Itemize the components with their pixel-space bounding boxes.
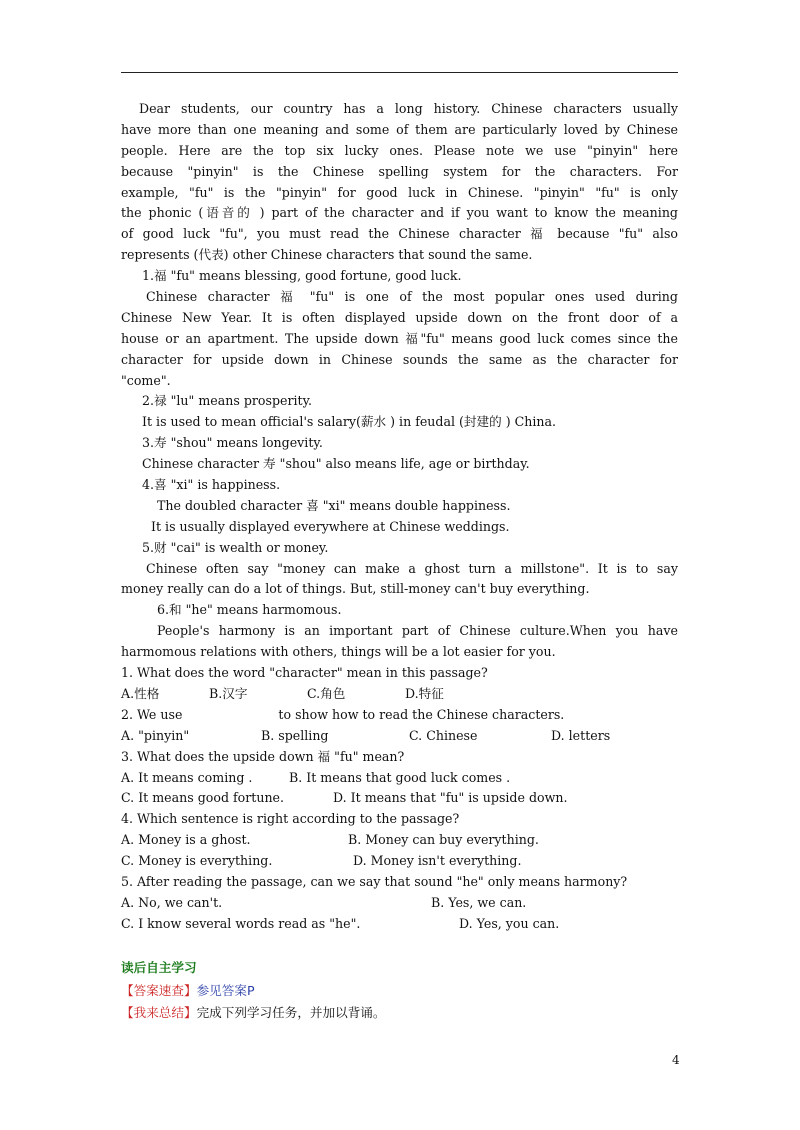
item-heading: 5.财 "cai" is wealth or money. — [142, 539, 329, 555]
item-body: harmomous relations with others, things will be a lot easier for you. — [121, 644, 556, 660]
page-number: 4 — [672, 1053, 680, 1067]
question-5: 5. After reading the passage, can we say that sound "he" only means harmony? — [121, 873, 628, 889]
summary-label: 【我来总结】 — [121, 1005, 197, 1020]
question-3-options — [121, 768, 678, 789]
passage-line: of good luck "fu", you must read the Chinese character 福 because "fu" also — [121, 226, 678, 242]
option: A. Money is a ghost. — [121, 832, 251, 848]
passage-line: have more than one meaning and some of them are particularly loved by Chinese — [121, 121, 678, 137]
item-body: Chinese character 寿 "shou" also means life, age or birthday. — [142, 456, 530, 472]
question-5-options — [121, 893, 678, 914]
option: D. It means that "fu" is upside down. — [333, 790, 568, 806]
item-body: It is used to mean official's salary(薪水 ) in feudal (封建的 ) China. — [142, 414, 557, 430]
item-heading: 4.喜 "xi" is happiness. — [142, 477, 281, 493]
option: C. Money is everything. — [121, 853, 273, 869]
header-rule — [121, 72, 678, 73]
summary-text: 完成下列学习任务，并加以背诵。 — [196, 1005, 386, 1020]
question-3: 3. What does the upside down 福 "fu" mean? — [121, 748, 405, 764]
question-3-options — [121, 788, 678, 809]
item-heading: 3.寿 "shou" means longevity. — [142, 435, 323, 451]
item-body: The doubled character 喜 "xi" means double happiness. — [157, 497, 511, 513]
answer-reference-link[interactable]: 参见答案P — [196, 983, 255, 998]
item-body: Chinese often say "money can make a ghost turn a millstone". It is to say — [146, 560, 678, 576]
question-4-options — [121, 830, 678, 851]
question-5-options — [121, 914, 678, 935]
reading-passage — [121, 99, 678, 935]
option: D. Money isn't everything. — [353, 853, 522, 869]
passage-line: represents (代表) other Chinese characters that sound the same. — [121, 247, 533, 263]
option: C. It means good fortune. — [121, 790, 285, 806]
option: B. spelling — [261, 727, 329, 743]
option: C. I know several words read as "he". — [121, 915, 361, 931]
question-2 — [121, 705, 678, 726]
question-2-pre: 2. We use — [121, 706, 183, 722]
item-body: "come". — [121, 372, 171, 388]
answer-check-line — [121, 980, 255, 999]
question-4: 4. Which sentence is right according to the passage? — [121, 811, 460, 827]
option: D.特征 — [405, 685, 444, 701]
option: B.汉字 — [209, 685, 248, 701]
passage-line: the phonic (语音的 ) part of the character and if you want to know the meaning — [121, 205, 678, 221]
option: A.性格 — [121, 685, 160, 701]
passage-line: people. Here are the top six lucky ones. Please note we use "pinyin" here — [121, 142, 678, 158]
answer-check-label: 【答案速查】 — [121, 983, 197, 998]
item-body: house or an apartment. The upside down 福"fu" means good luck comes since the — [121, 330, 678, 346]
option: D. Yes, you can. — [459, 915, 560, 931]
item-body: Chinese character 福 "fu" is one of the most popular ones used during — [146, 289, 678, 305]
item-body: Chinese New Year. It is often displayed upside down on the front door of a — [121, 309, 678, 325]
item-body: People's harmony is an important part of Chinese culture.When you have — [157, 623, 678, 639]
item-body: character for upside down in Chinese sounds the same as the character for — [121, 351, 678, 367]
option: A. No, we can't. — [121, 894, 223, 910]
passage-line: because "pinyin" is the Chinese spelling system for the characters. For — [121, 163, 678, 179]
question-1-options — [121, 684, 678, 705]
option: B. Yes, we can. — [431, 894, 527, 910]
item-heading: 2.禄 "lu" means prosperity. — [142, 393, 313, 409]
item-body: It is usually displayed everywhere at Chinese weddings. — [151, 518, 510, 534]
question-4-options — [121, 851, 678, 872]
option: A. It means coming . — [121, 769, 253, 785]
passage-line: example, "fu" is the "pinyin" for good luck in Chinese. "pinyin" "fu" is only — [121, 184, 678, 200]
option: C.角色 — [307, 685, 346, 701]
item-heading: 1.福 "fu" means blessing, good fortune, good luck. — [142, 268, 462, 284]
option: C. Chinese — [409, 727, 478, 743]
passage-line: Dear students, our country has a long history. Chinese characters usually — [139, 101, 678, 116]
question-1: 1. What does the word "character" mean in this passage? — [121, 665, 488, 681]
question-2-post: to show how to read the Chinese characters. — [278, 706, 565, 722]
question-2-options — [121, 726, 678, 747]
summary-line — [121, 1002, 385, 1021]
option: B. Money can buy everything. — [348, 832, 539, 848]
item-body: money really can do a lot of things. But, still-money can't buy everything. — [121, 581, 590, 597]
section-heading: 读后自主学习 — [121, 960, 197, 975]
item-heading: 6.和 "he" means harmomous. — [157, 602, 342, 618]
option: D. letters — [551, 727, 611, 743]
option: B. It means that good luck comes . — [289, 769, 511, 785]
option: A. "pinyin" — [121, 727, 190, 743]
